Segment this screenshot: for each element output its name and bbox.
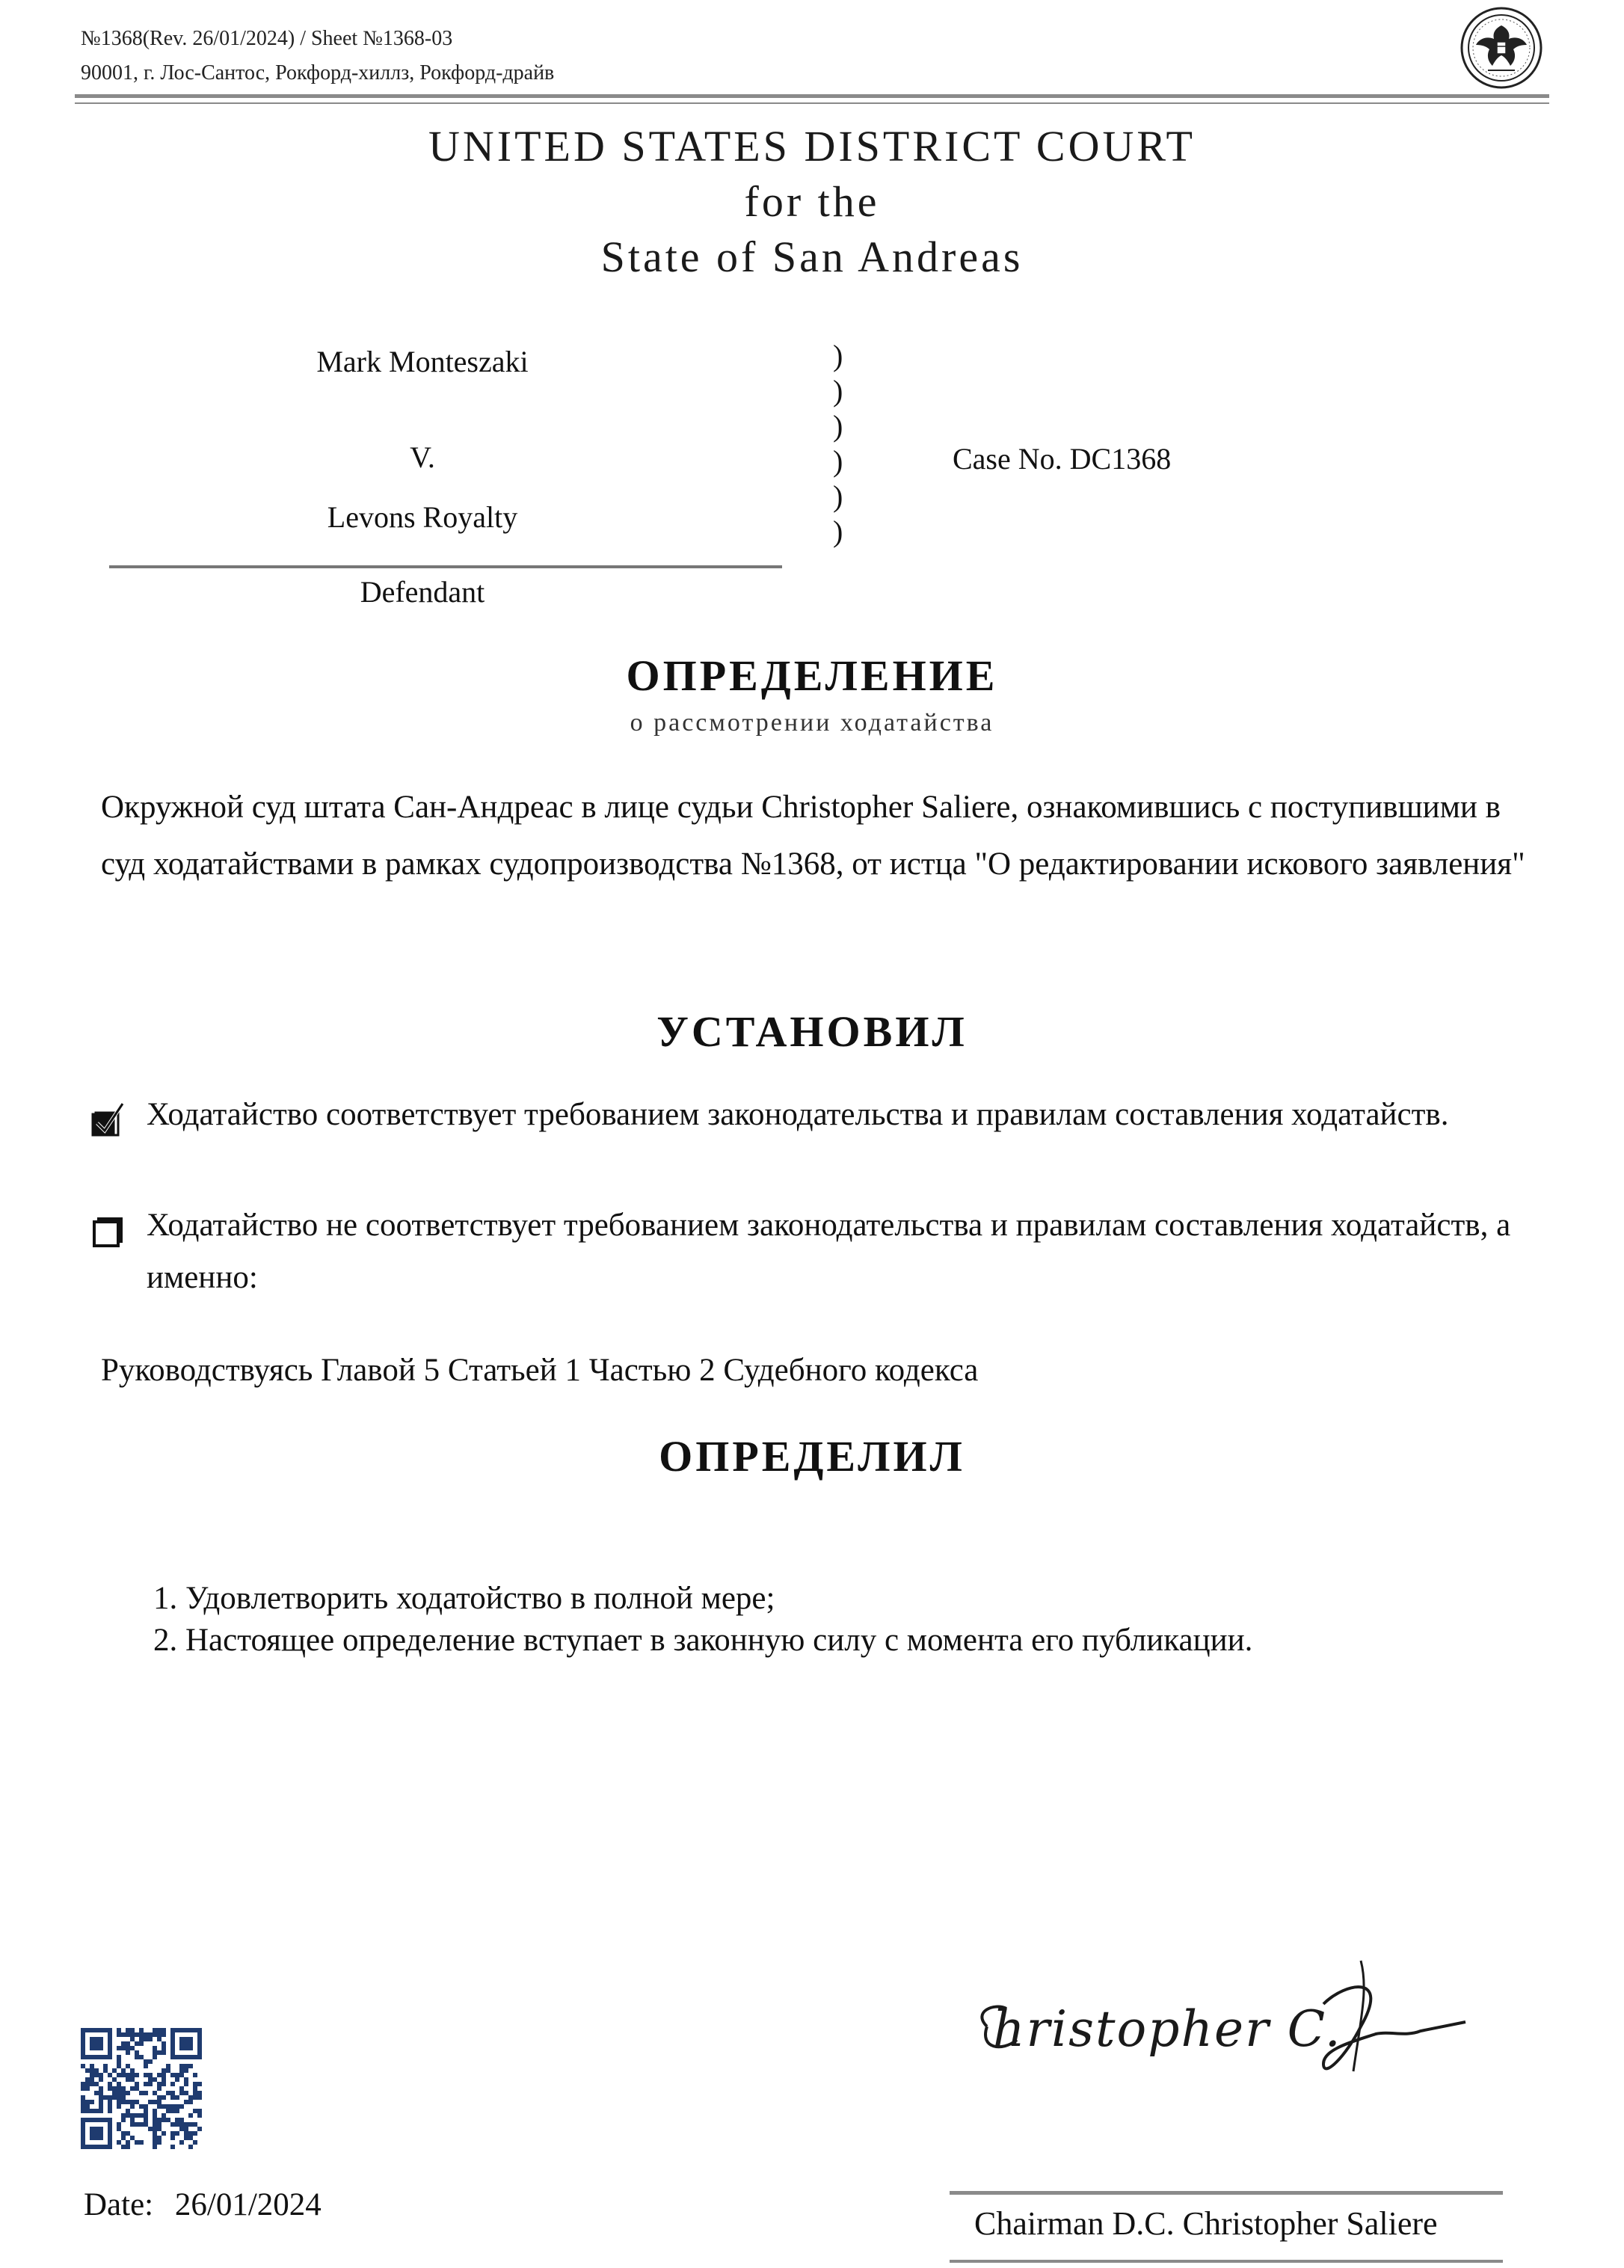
order-title: ОПРЕДЕЛЕНИЕ [626, 651, 998, 700]
court-address: 90001, г. Лос-Сантос, Рокфорд-хиллз, Рокфорд-драйв [81, 61, 555, 84]
header-rule-thin [75, 102, 1549, 104]
caption-rule [109, 565, 782, 568]
defendant-role: Defendant [360, 575, 485, 609]
established-heading: УСТАНОВИЛ [656, 1007, 968, 1056]
document-reference: №1368(Rev. 26/01/2024) / Sheet №1368-03 [81, 27, 453, 50]
court-for-the: for the [744, 177, 880, 226]
date-row [84, 2186, 322, 2223]
option-noncompliant: Ходатайство не соответствует требованием законодательства и правилам составления ходатайств, а именно: [147, 1208, 1511, 1295]
defendant-name: Levons Royalty [327, 500, 518, 534]
plaintiff-name: Mark Monteszaki [316, 345, 529, 378]
qr-code-icon [81, 2028, 202, 2149]
court-state: State of San Andreas [600, 233, 1024, 281]
svg-text:hristopher C.: hristopher C. [993, 2000, 1342, 2058]
header-rule-thick [75, 94, 1549, 98]
decided-heading: ОПРЕДЕЛИЛ [659, 1432, 965, 1481]
court-seal-icon [1460, 6, 1543, 90]
date-value: 26/01/2024 [174, 2187, 322, 2222]
option-compliant: Ходатайство соответствует требованием законодательства и правилам составления ходатайств. [147, 1097, 1449, 1132]
court-name: UNITED STATES DISTRICT COURT [428, 122, 1196, 170]
signature-rule-top [950, 2191, 1503, 2195]
legal-basis: Руководствуясь Главой 5 Статьей 1 Частью 2 Судебного кодекса [101, 1353, 979, 1388]
order-subtitle: о рассмотрении ходатайства [630, 709, 994, 737]
caption-paren-column: ) ) ) ) ) ) [833, 339, 843, 548]
decision-list [153, 1578, 1252, 1662]
unchecked-box-icon [90, 1211, 126, 1253]
list-item: 1. Удовлетворить ходатойство в полной мере; [153, 1581, 775, 1616]
order-intro: Окружной суд штата Сан-Андреас в лице судьи Christopher Saliere, ознакомившись с поступившими в суд ходатайствами в рамках судопроизводства №1368, от истца "О редактировании искового заявления" [101, 790, 1525, 882]
versus-label: V. [410, 440, 435, 474]
signer-name: Chairman D.C. Christopher Saliere [974, 2205, 1438, 2242]
signature-rule-bottom [950, 2260, 1503, 2263]
case-number: Case No. DC1368 [953, 442, 1172, 476]
date-label: Date: [84, 2187, 154, 2222]
list-item: 2. Настоящее определение вступает в законную силу с момента его публикации. [153, 1623, 1253, 1658]
signature-mark [972, 1959, 1480, 2101]
checked-box-icon [90, 1099, 126, 1141]
